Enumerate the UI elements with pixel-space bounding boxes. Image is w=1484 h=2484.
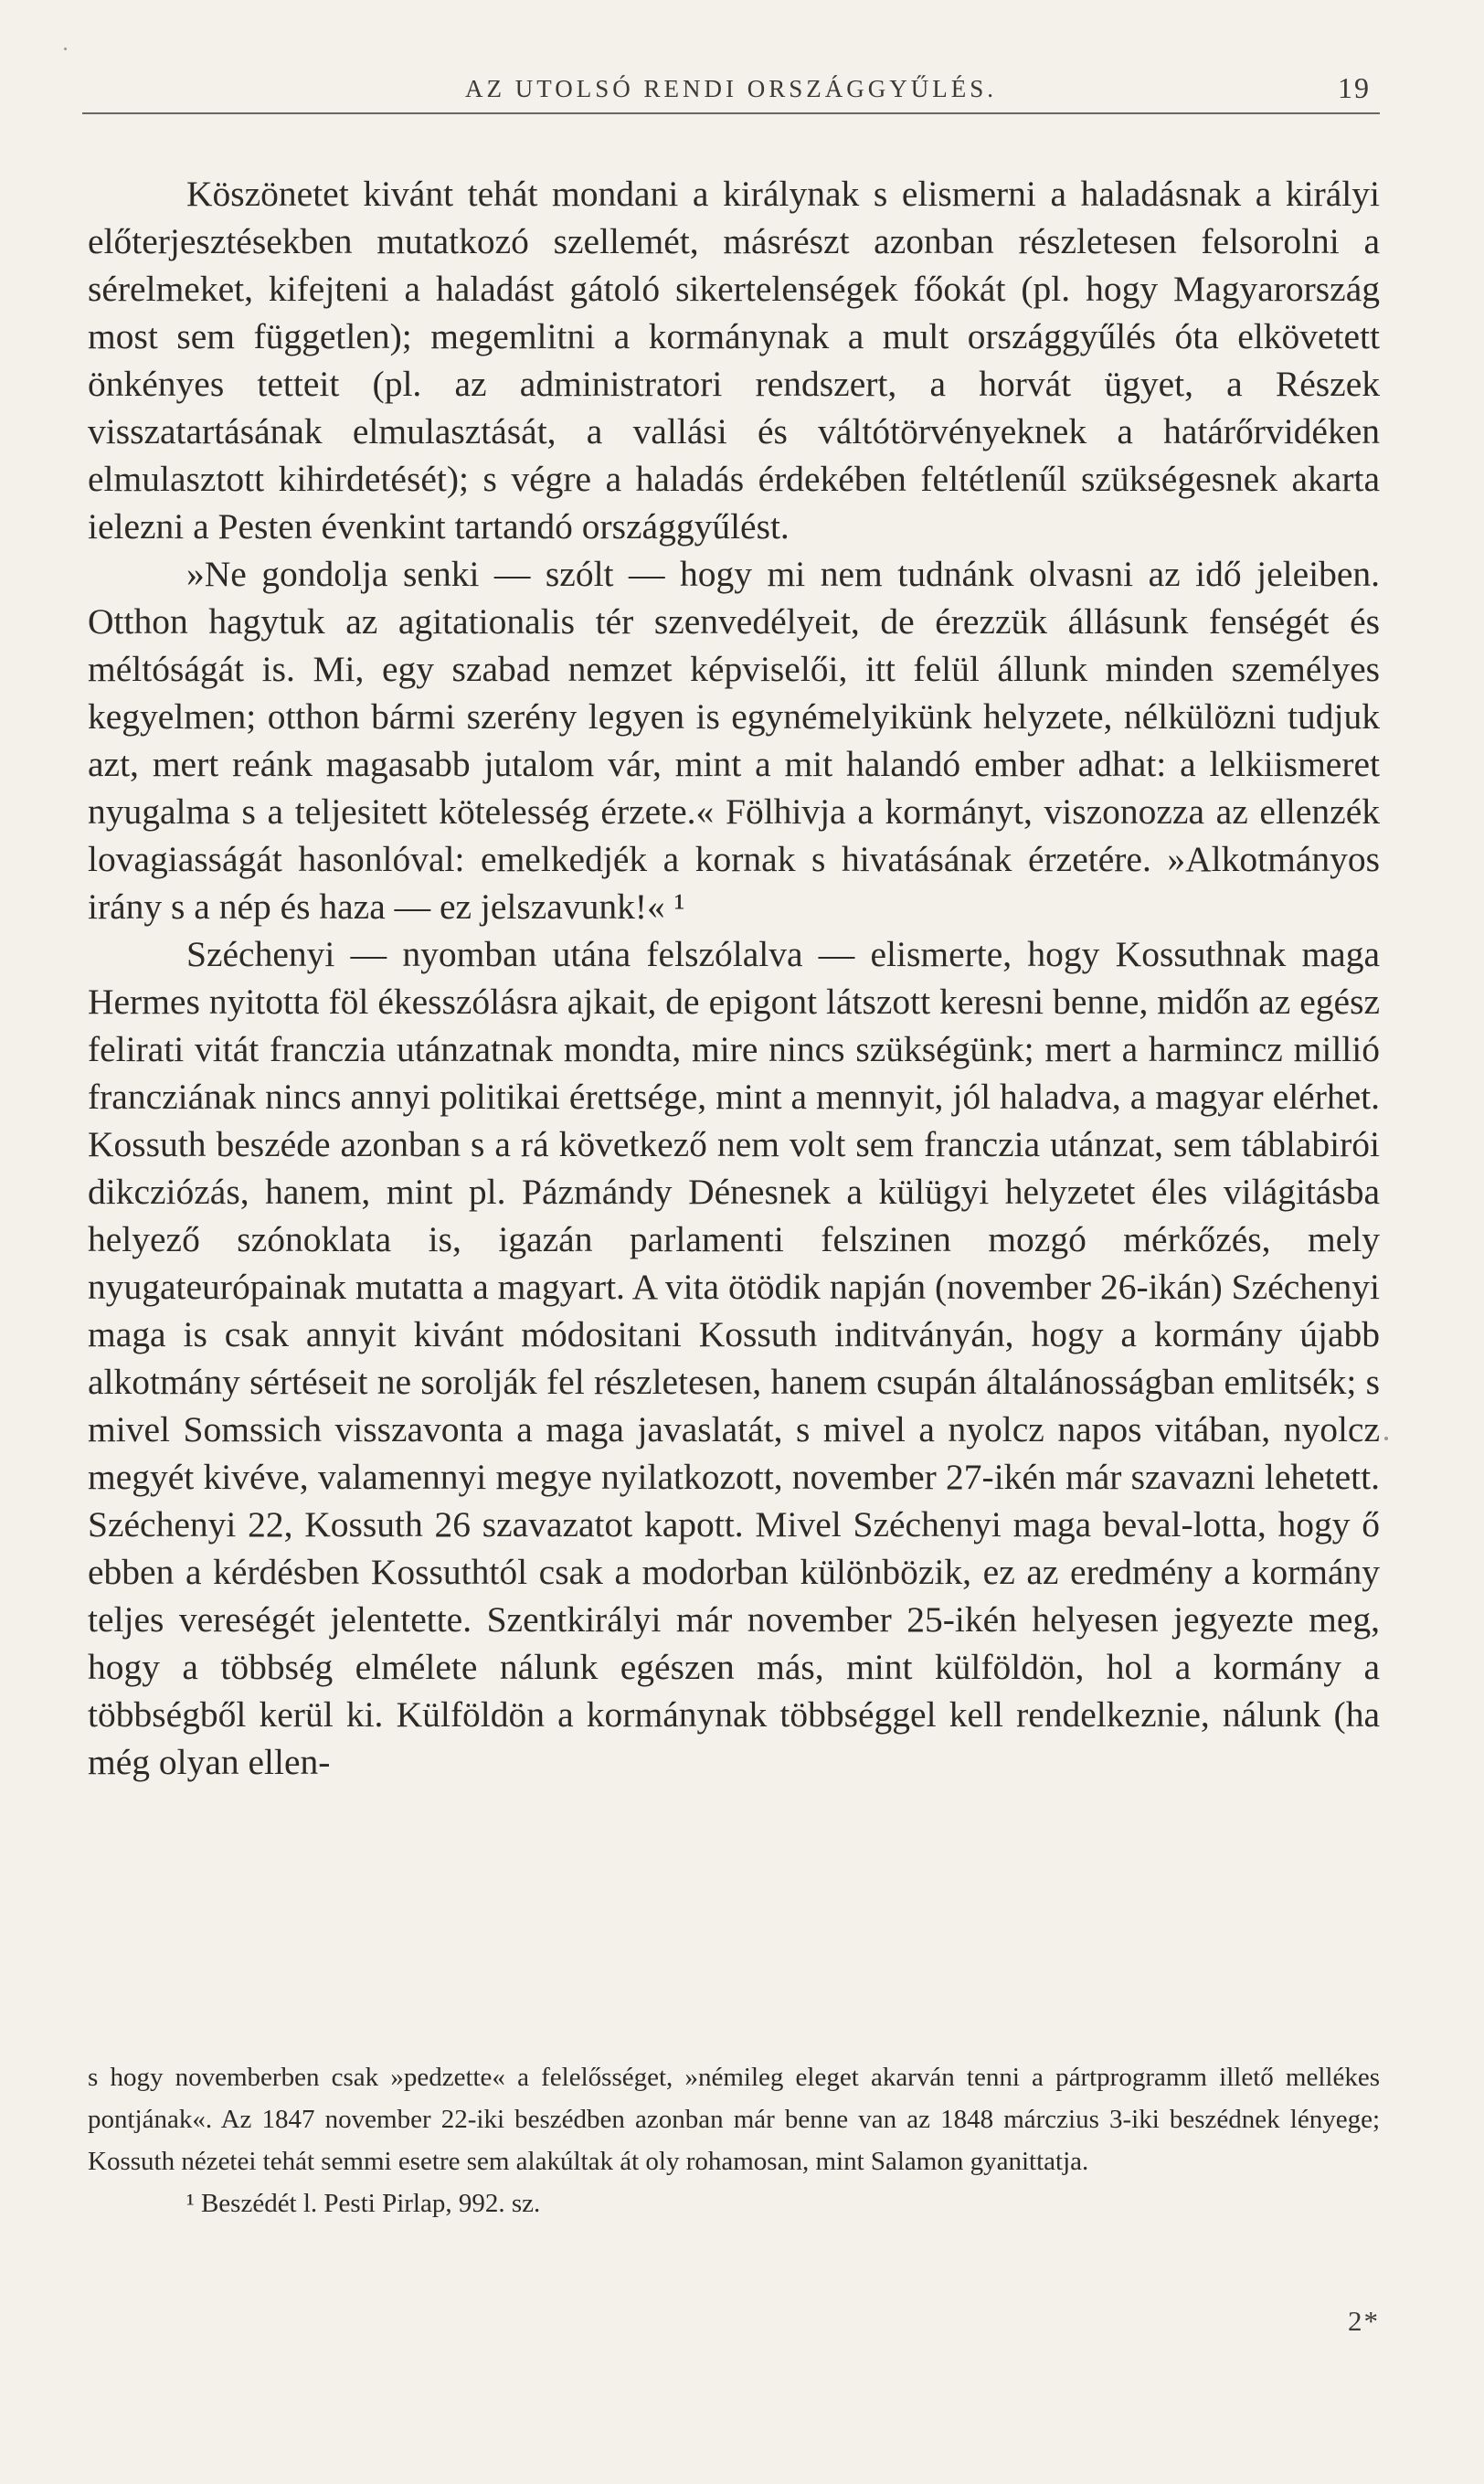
header-rule	[82, 112, 1380, 114]
footnote-continuation: s hogy novemberben csak »pedzette« a felelősséget, »némileg eleget akarván tenni a pártprogramm illető mellékes pontjának«. Az 1847 november 22-iki beszédben azonban már benne van az 1848 márczius 3-iki beszédnek lényege; Kossuth nézetei tehát semmi esetre sem alakúltak át oly rohamosan, mint Salamon gyanittatja.	[88, 2063, 1380, 2176]
running-title: AZ UTOLSÓ RENDI ORSZÁGGYŰLÉS.	[464, 75, 997, 102]
paragraph: Széchenyi — nyomban utána felszólalva — elismerte, hogy Kossuthnak maga Hermes nyitotta föl ékesszólásra ajkait, de epigont látszott keresni benne, midőn az egész felirati vitát franczia utánzatnak mondta, mire nincs szükségünk; mert a harmincz millió francziának nincs annyi politikai érettsége, mint a mennyit, jól haladva, a magyar elérhet. Kossuth beszéde azonban s a rá következő nem volt sem franczia utánzat, sem táblabirói dikcziózás, hanem, mint pl. Pázmándy Dénesnek a külügyi helyzetet éles világitásba helyező szónoklata is, igazán parlamenti felszinen mozgó mérkőzés, mely nyugateurópainak mutatta a magyart. A vita ötödik napján (november 26-ikán) Széchenyi maga is csak annyit kivánt módositani Kossuth inditványán, hogy a kormány újabb alkotmány sértéseit ne sorolják fel részletesen, hanem csupán általánosságban emlitsék; s mivel Somssich visszavonta a maga javaslatát, s mivel a nyolcz napos vitában, nyolcz megyét kivéve, valamennyi megye nyilatkozott, november 27-ikén már szavazni lehetett. Széchenyi 22, Kossuth 26 szavazatot kapott. Mivel Széchenyi maga beval-lotta, hogy ő ebben a kérdésben Kossuthtól csak a modorban különbözik, ez az eredmény a kormány teljes vereségét jelentette. Szentkirályi már november 25-ikén helyesen jegyezte meg, hogy a többség elmélete nálunk egészen más, mint külföldön, hol a kormány a többségből kerül ki. Külföldön a kormánynak többséggel kell rendelkeznie, nálunk (ha még olyan ellen-	[88, 934, 1380, 1782]
signature-mark: 2*	[1348, 2305, 1380, 2337]
page-header	[82, 66, 1380, 117]
paragraph: »Ne gondolja senki — szólt — hogy mi nem tudnánk olvasni az idő jeleiben. Otthon hagytuk az agitationalis tér szenvedélyeit, de érezzük állásunk fenségét és méltóságát is. Mi, egy szabad nemzet képviselői, itt felül állunk minden személyes kegyelmen; otthon bármi szerény legyen is egynémelyikünk helyzete, nélkülözni tudjuk azt, mert reánk magasabb jutalom vár, mint a mit halandó ember adhat: a lelkiismeret nyugalma s a teljesitett kötelesség érzete.« Fölhivja a kormányt, viszonozza az ellenzék lovagiasságát hasonlóval: emelkedjék a kornak s hivatásának érzetére. »Alkotmányos irány s a nép és haza — ez jelszavunk!« ¹	[88, 554, 1380, 927]
page-number: 19	[1338, 71, 1371, 104]
paper-speck	[64, 48, 67, 50]
paragraph: Köszönetet kivánt tehát mondani a királynak s elismerni a haladásnak a királyi előterjesztésekben mutatkozó szellemét, másrészt azonban részletesen felsorolni a sérelmeket, kifejteni a haladást gátoló sikertelenségek főokát (pl. hogy Magyarország most sem független); megemlitni a kormánynak a mult országgyűlés óta elkövetett önkényes tetteit (pl. az administratori rendszert, a horvát ügyet, a Részek visszatartásának elmulasztását, a vallási és váltótörvényeknek a határőrvidéken elmulasztott kihirdetését); s végre a haladás érdekében feltétlenűl szükségesnek akarta ielezni a Pesten évenkint tartandó országgyűlést.	[88, 174, 1380, 547]
main-text	[88, 170, 1380, 1786]
paper-speck	[1384, 1437, 1388, 1440]
footnotes	[88, 2056, 1380, 2224]
footnote-1: ¹ Beszédét l. Pesti Pirlap, 992. sz.	[186, 2189, 541, 2218]
